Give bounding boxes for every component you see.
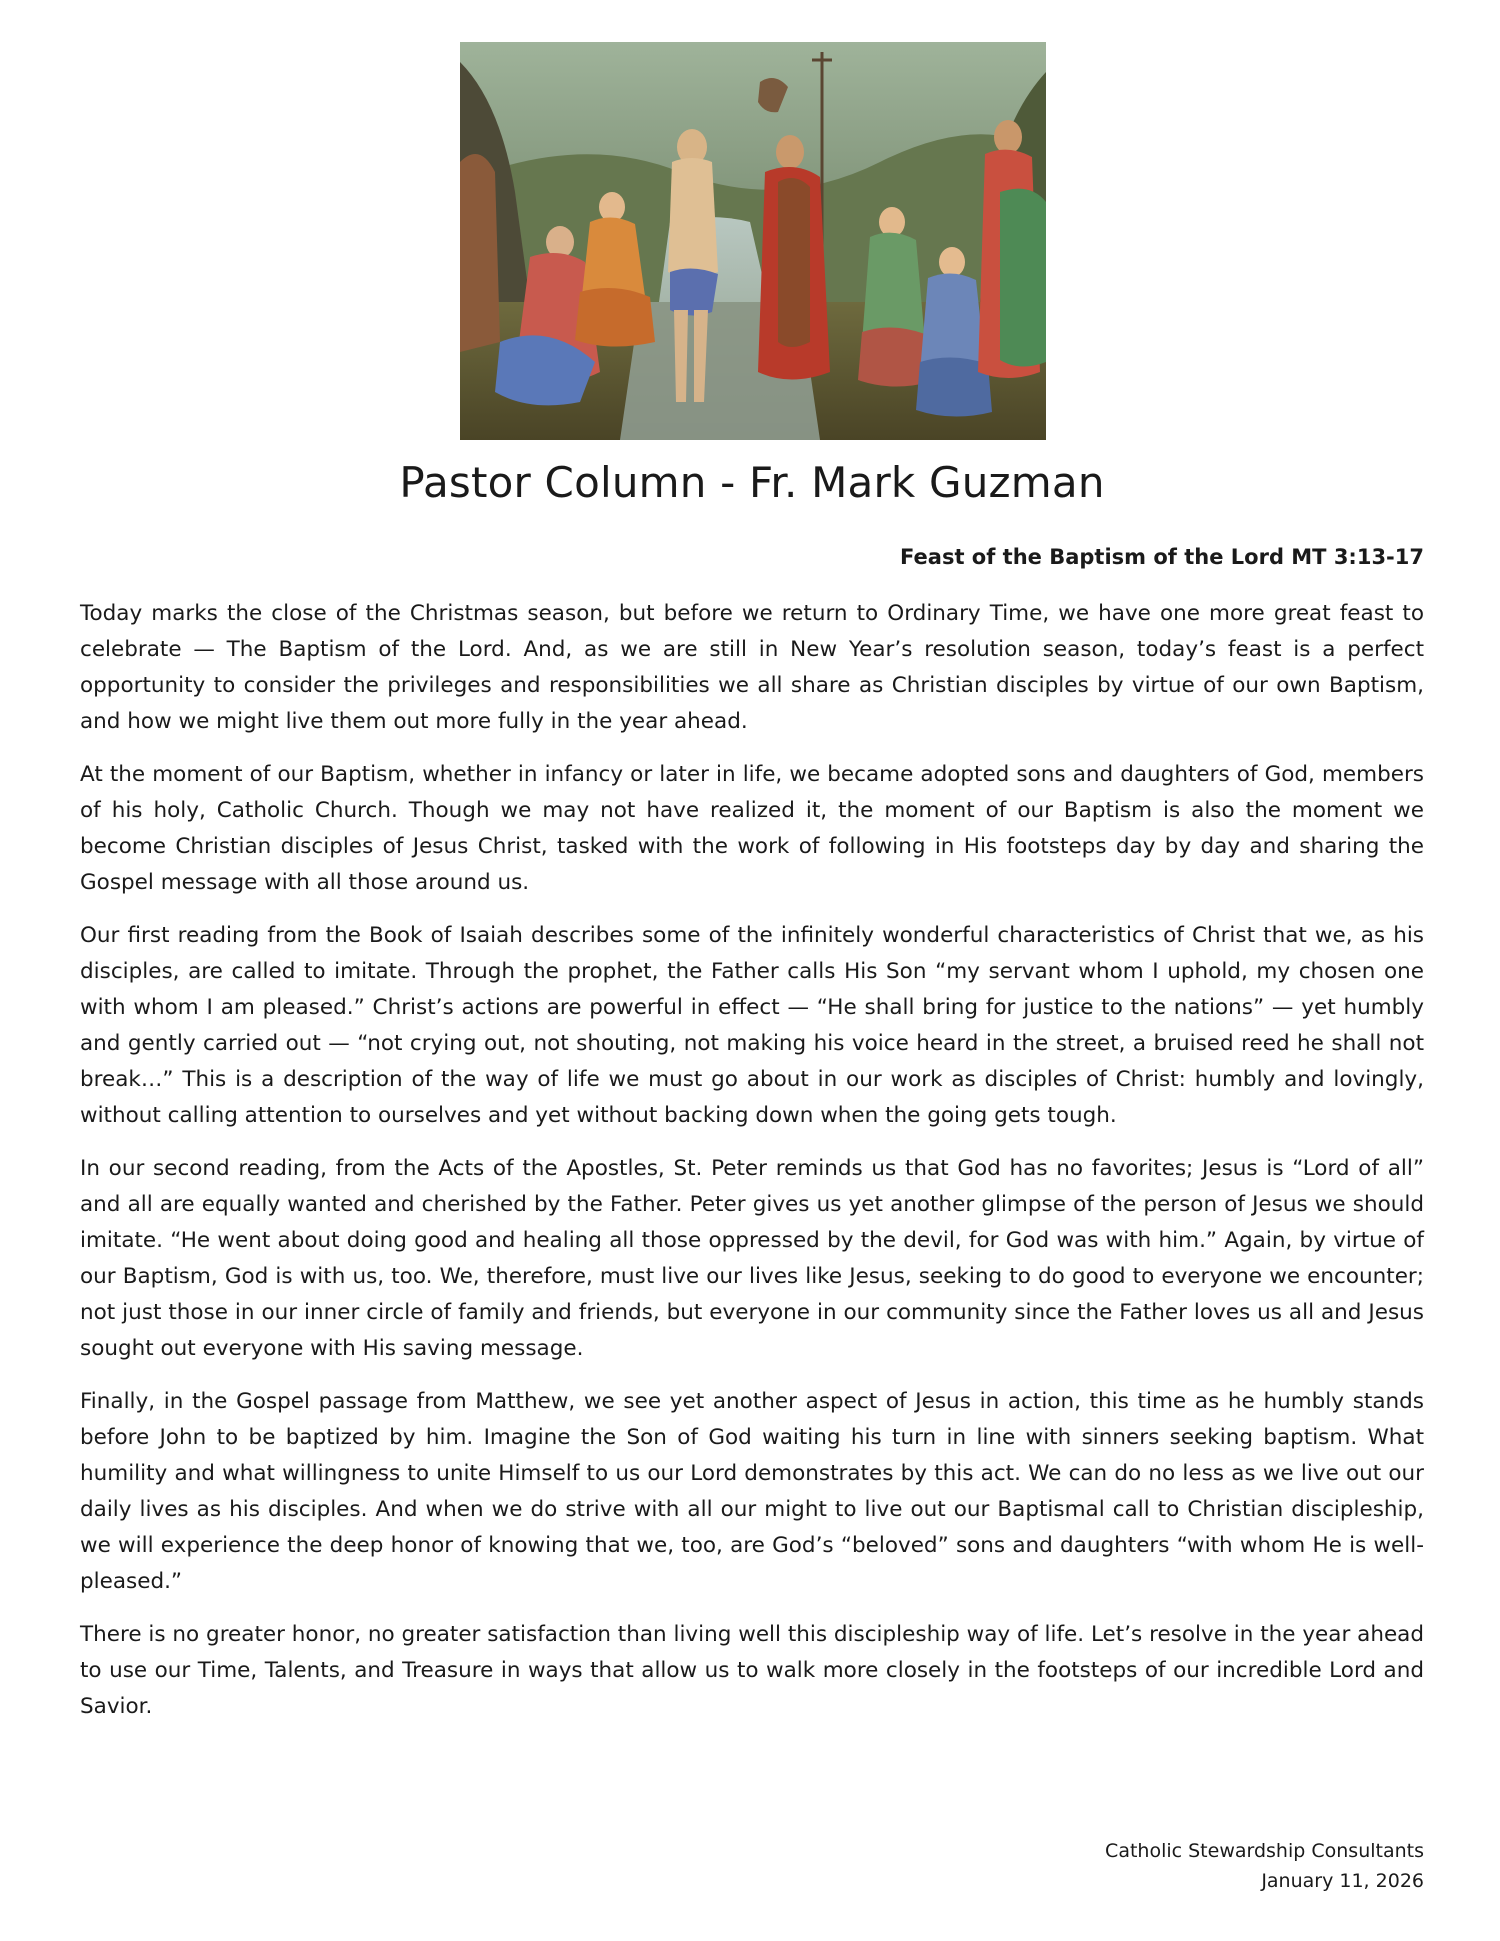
paragraph: Today marks the close of the Christmas season, but before we return to Ordinary Time, we have one more great feast to celebrate — The Baptism of the Lord. And, as we are still in New Year’s resolution season, today’s feast is a perfect opportunity to consider the privileges and responsibilities we all share as Christian disciples by virtue of our own Baptism, and how we might live them out more fully in the year ahead. bbox=[80, 601, 1424, 734]
paragraph: There is no greater honor, no greater satisfaction than living well this discipleship way of life. Let’s resolve in the year ahead to use our Time, Talents, and Treasure in ways that allow us to walk more closely in the footsteps of our incredible Lord and Savior. bbox=[80, 1622, 1424, 1719]
column-body bbox=[80, 596, 1424, 1742]
baptism-painting-image bbox=[460, 42, 1046, 440]
signoff-organization: Catholic Stewardship Consultants bbox=[1105, 1840, 1424, 1862]
signoff-date: January 11, 2026 bbox=[1261, 1870, 1424, 1892]
paragraph: At the moment of our Baptism, whether in infancy or later in life, we became adopted sons and daughters of God, members of his holy, Catholic Church. Though we may not have realized it, the moment of our Baptism is also the moment we become Christian disciples of Jesus Christ, tasked with the work of following in His footsteps day by day and sharing the Gospel message with all those around us. bbox=[80, 762, 1424, 895]
painting-icon bbox=[460, 42, 1046, 440]
paragraph: Our first reading from the Book of Isaiah describes some of the infinitely wonderful characteristics of Christ that we, as his disciples, are called to imitate. Through the prophet, the Father calls His Son “my servant whom I uphold, my chosen one with whom I am pleased.” Christ’s actions are powerful in effect — “He shall bring for justice to the nations” — yet humbly and gently carried out — “not crying out, not shouting, not making his voice heard in the street, a bruised reed he shall not break…” This is a description of the way of life we must go about in our work as disciples of Christ: humbly and lovingly, without calling attention to ourselves and yet without backing down when the going gets tough. bbox=[80, 923, 1424, 1128]
paragraph: In our second reading, from the Acts of the Apostles, St. Peter reminds us that God has no favorites; Jesus is “Lord of all” and all are equally wanted and cherished by the Father. Peter gives us yet another glimpse of the person of Jesus we should imitate. “He went about doing good and healing all those oppressed by the devil, for God was with him.” Again, by virtue of our Baptism, God is with us, too. We, therefore, must live our lives like Jesus, seeking to do good to everyone we encounter; not just those in our inner circle of family and friends, but everyone in our community since the Father loves us all and Jesus sought out everyone with His saving message. bbox=[80, 1156, 1424, 1361]
feast-subtitle: Feast of the Baptism of the Lord MT 3:13-17 bbox=[900, 545, 1424, 569]
page-title: Pastor Column - Fr. Mark Guzman bbox=[399, 458, 1105, 507]
signoff bbox=[1105, 1836, 1424, 1896]
paragraph: Finally, in the Gospel passage from Matthew, we see yet another aspect of Jesus in action, this time as he humbly stands before John to be baptized by him. Imagine the Son of God waiting his turn in line with sinners seeking baptism. What humility and what willingness to unite Himself to us our Lord demonstrates by this act. We can do no less as we live out our daily lives as his disciples. And when we do strive with all our might to live out our Baptismal call to Christian discipleship, we will experience the deep honor of knowing that we, too, are God’s “beloved” sons and daughters “with whom He is well-pleased.” bbox=[80, 1389, 1424, 1594]
